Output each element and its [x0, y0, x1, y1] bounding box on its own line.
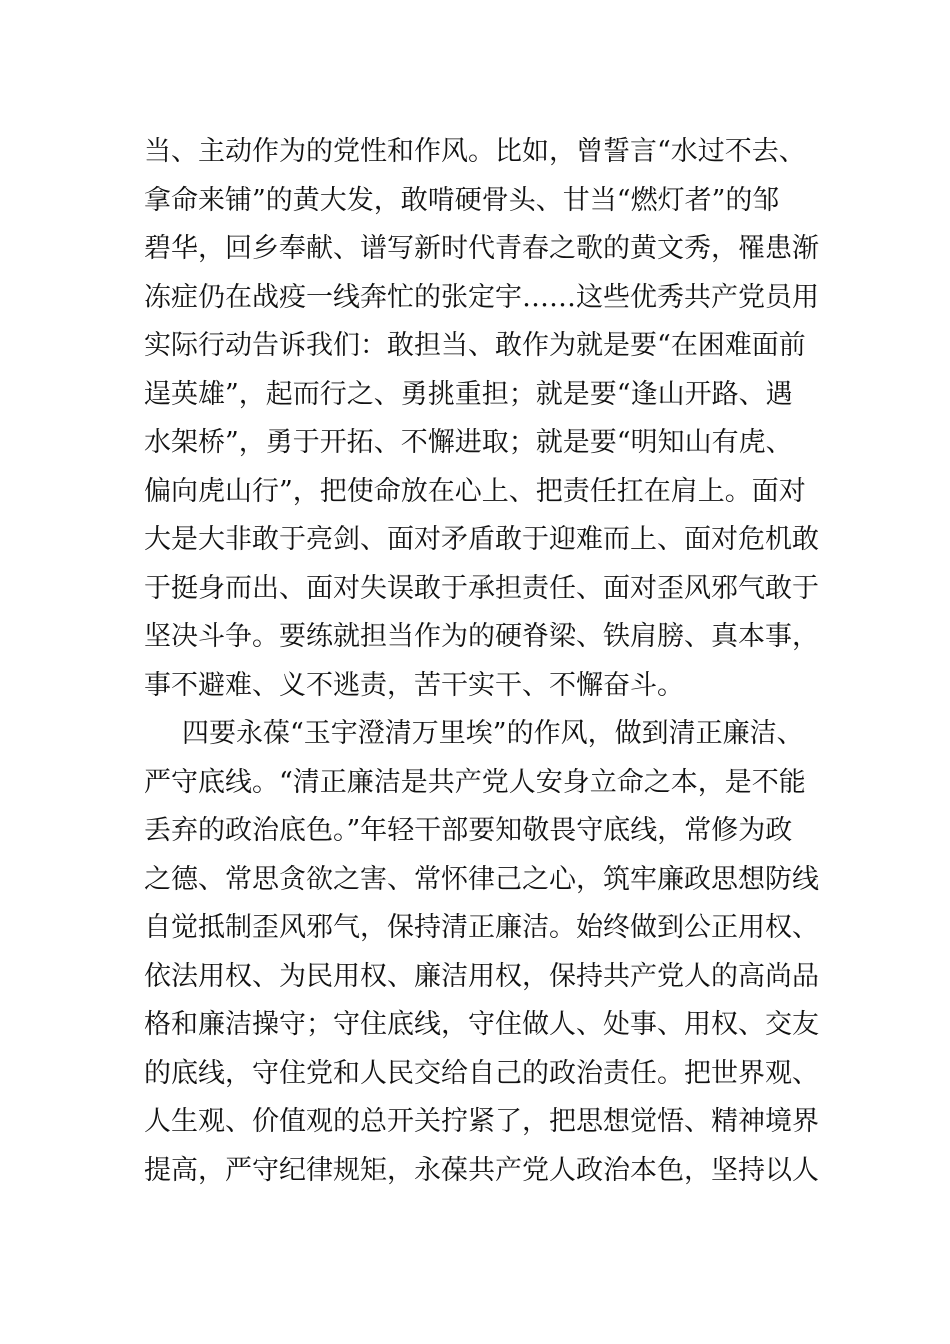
document-body: [144, 128, 819, 1195]
text-line: 的底线，守住党和人民交给自己的政治责任。把世界观、: [144, 1057, 819, 1089]
text-line: 四要永葆“玉宇澄清万里埃”的作风，做到清正廉洁、: [182, 718, 804, 749]
text-line: 依法用权、为民用权、廉洁用权，保持共产党人的高尚品: [144, 960, 819, 992]
text-line: 拿命来铺”的黄大发，敢啃硬骨头、甘当“燃灯者”的邹: [144, 184, 780, 216]
text-line: 当、主动作为的党性和作风。比如，曾誓言“水过不去、: [144, 136, 806, 167]
text-line: 人生观、价值观的总开关拧紧了，把思想觉悟、精神境界: [144, 1106, 819, 1137]
text-line: 偏向虎山行”，把使命放在心上、把责任扛在肩上。面对: [144, 475, 806, 507]
text-line: 于挺身而出、面对失误敢于承担责任、面对歪风邪气敢于: [144, 572, 819, 604]
text-line: 严守底线。“清正廉洁是共产党人安身立命之本，是不能: [144, 766, 806, 798]
text-line: 碧华，回乡奉献、谱写新时代青春之歌的黄文秀，罹患渐: [144, 233, 819, 264]
paragraph-1: [144, 128, 819, 710]
text-line: 自觉抵制歪风邪气，保持清正廉洁。始终做到公正用权、: [144, 912, 819, 943]
text-line: 冻症仍在战疫一线奔忙的张定宇……这些优秀共产党员用: [144, 281, 819, 313]
text-line: 丢弃的政治底色。”年轻干部要知敬畏守底线，常修为政: [144, 815, 793, 846]
text-line: 事不避难、义不逃责，苦干实干、不懈奋斗。: [144, 669, 684, 701]
text-line: 坚决斗争。要练就担当作为的硬脊梁、铁肩膀、真本事，: [144, 621, 819, 652]
text-line: 提高，严守纪律规矩，永葆共产党人政治本色，坚持以人: [144, 1154, 819, 1186]
text-line: 水架桥”，勇于开拓、不懈进取；就是要“明知山有虎、: [144, 427, 793, 458]
text-line: 格和廉洁操守；守住底线，守住做人、处事、用权、交友: [144, 1009, 819, 1040]
text-line: 大是大非敢于亮剑、面对矛盾敢于迎难而上、面对危机敢: [144, 524, 819, 555]
text-line: 实际行动告诉我们：敢担当、敢作为就是要“在困难面前: [144, 330, 806, 361]
text-line: 之德、常思贪欲之害、常怀律己之心，筑牢廉政思想防线: [144, 863, 819, 895]
text-line: 逞英雄”，起而行之、勇挑重担；就是要“逢山开路、遇: [144, 378, 793, 410]
paragraph-2: [144, 710, 819, 1195]
